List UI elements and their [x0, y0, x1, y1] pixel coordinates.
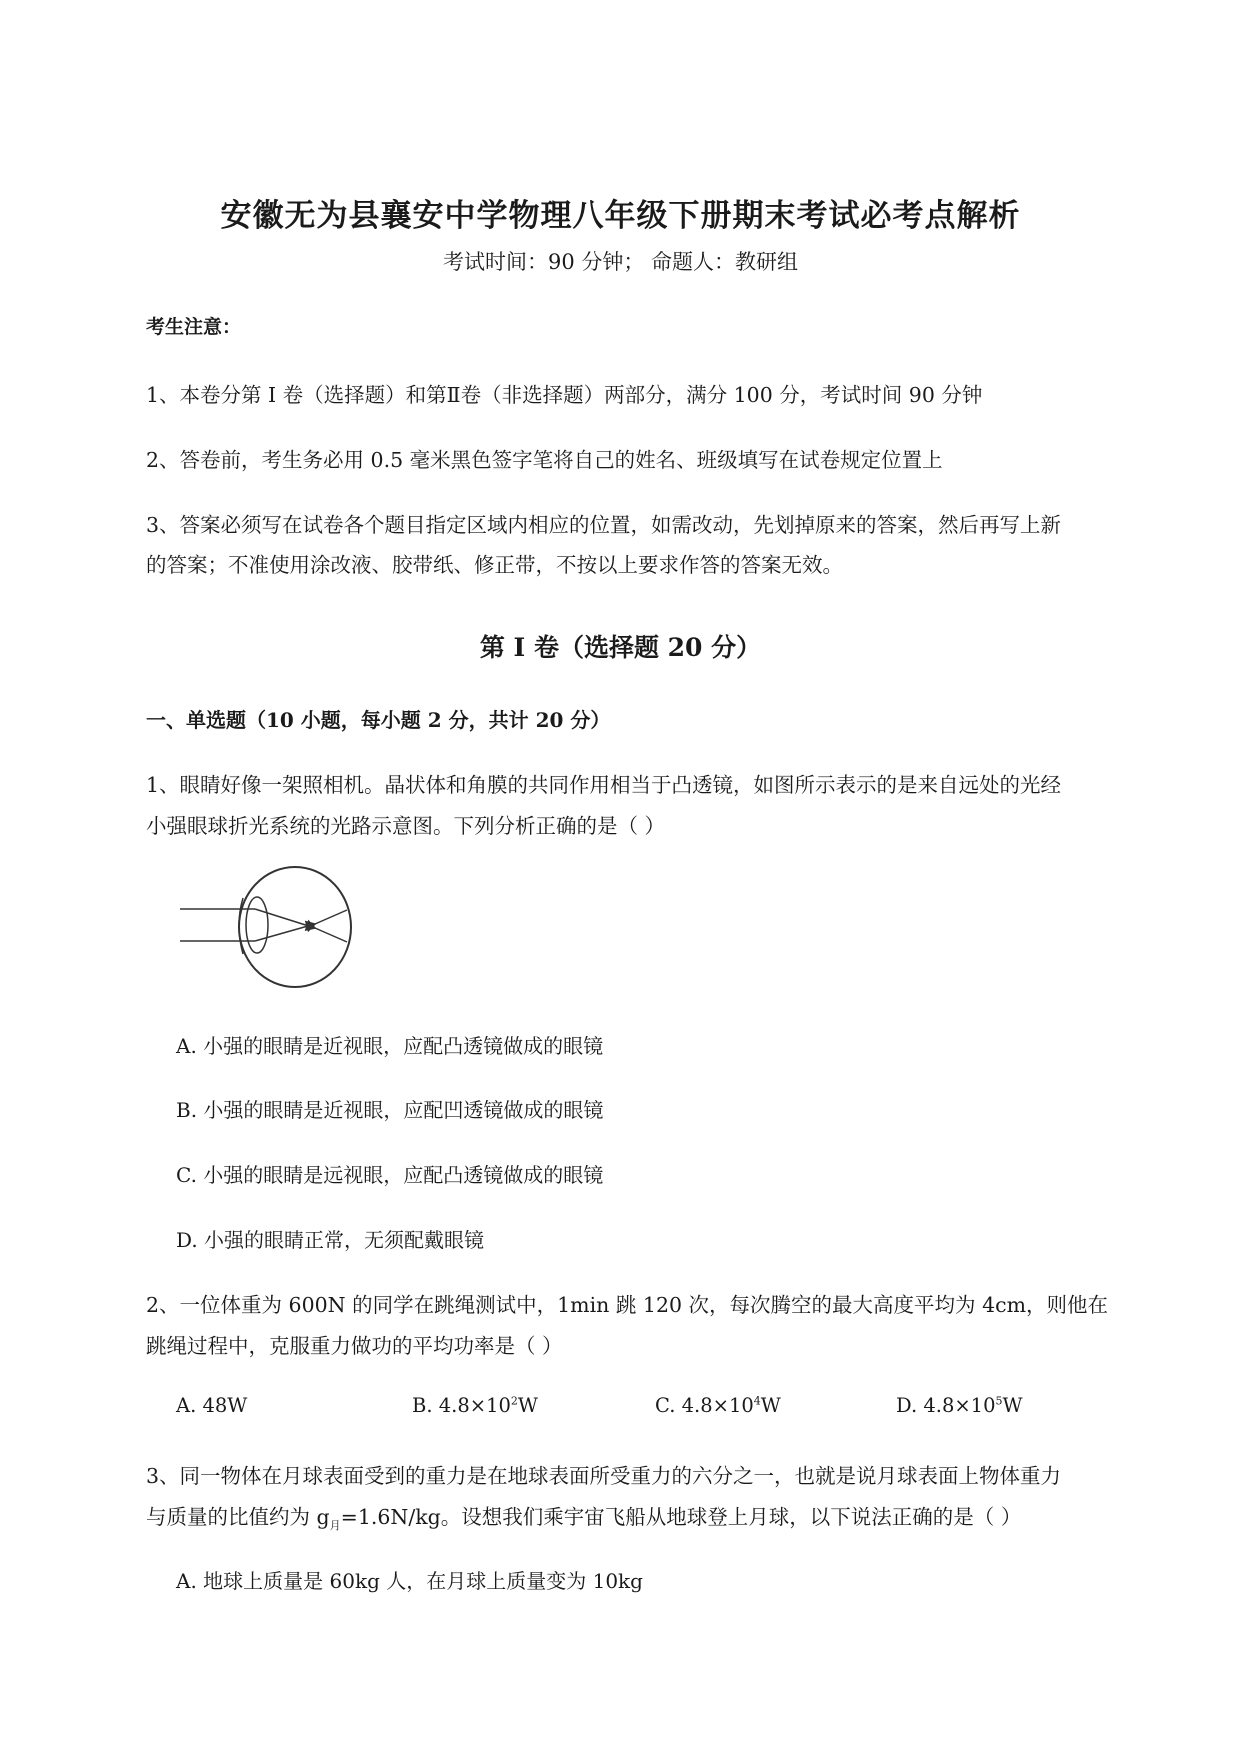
notice-item-3: 3、答案必须写在试卷各个题目指定区域内相应的位置，如需改动，先划掉原来的答案，然后再写上新 — [146, 513, 1062, 537]
question-2-option-a: A. 48W — [176, 1394, 248, 1417]
eye-diagram — [175, 862, 360, 992]
question-1-option-a: A. 小强的眼睛是近视眼，应配凸透镜做成的眼镜 — [176, 1034, 604, 1058]
section-title: 第 I 卷（选择题 20 分） — [479, 633, 762, 662]
question-1-line-2: 小强眼球折光系统的光路示意图。下列分析正确的是（ ） — [146, 814, 666, 838]
notice-item-3-cont: 的答案；不准使用涂改液、胶带纸、修正带，不按以上要求作答的答案无效。 — [146, 553, 843, 577]
question-3-line-2: 与质量的比值约为 $g_月=1.6N/kg$。设想我们乘宇宙飞船从地球登上月球，以下说法正确的是（ ） — [146, 1505, 1022, 1533]
question-3-option-a: A. 地球上质量是 60kg 人，在月球上质量变为 10kg — [176, 1569, 643, 1593]
question-1-option-b: B. 小强的眼睛是近视眼，应配凹透镜做成的眼镜 — [176, 1098, 604, 1122]
question-1-option-c: C. 小强的眼睛是远视眼，应配凸透镜做成的眼镜 — [176, 1163, 604, 1187]
notice-item-1: 1、本卷分第 I 卷（选择题）和第Ⅱ卷（非选择题）两部分，满分 100 分，考试时间 90 分钟 — [146, 383, 983, 407]
notice-item-2: 2、答卷前，考生务必用 0.5 毫米黑色签字笔将自己的姓名、班级填写在试卷规定位置上 — [146, 448, 943, 472]
question-3-line-1: 3、同一物体在月球表面受到的重力是在地球表面所受重力的六分之一，也就是说月球表面上物体重力 — [146, 1464, 1062, 1488]
question-2-option-c: C. $4.8\times 10^4W$ — [655, 1394, 781, 1417]
question-1-option-d: D. 小强的眼睛正常，无须配戴眼镜 — [176, 1228, 485, 1252]
notice-heading: 考生注意： — [146, 316, 242, 338]
question-1-line-1: 1、眼睛好像一架照相机。晶状体和角膜的共同作用相当于凸透镜，如图所示表示的是来自远处的光经 — [146, 773, 1062, 797]
question-2-line-2: 跳绳过程中，克服重力做功的平均功率是（ ） — [146, 1334, 563, 1358]
question-2-option-d: D. $4.8\times 10^5W$ — [896, 1394, 1023, 1417]
page-title: 安徽无为县襄安中学物理八年级下册期末考试必考点解析 — [220, 198, 1021, 234]
section-heading: 一、单选题（10 小题，每小题 2 分，共计 20 分） — [146, 708, 611, 732]
exam-info: 考试时间：90 分钟； 命题人：教研组 — [442, 250, 799, 274]
question-2-option-b: B. $4.8\times 10^2W$ — [412, 1394, 538, 1417]
question-2-line-1: 2、一位体重为 600N 的同学在跳绳测试中，1min 跳 120 次，每次腾空的最大高度平均为 4cm，则他在 — [146, 1293, 1109, 1317]
